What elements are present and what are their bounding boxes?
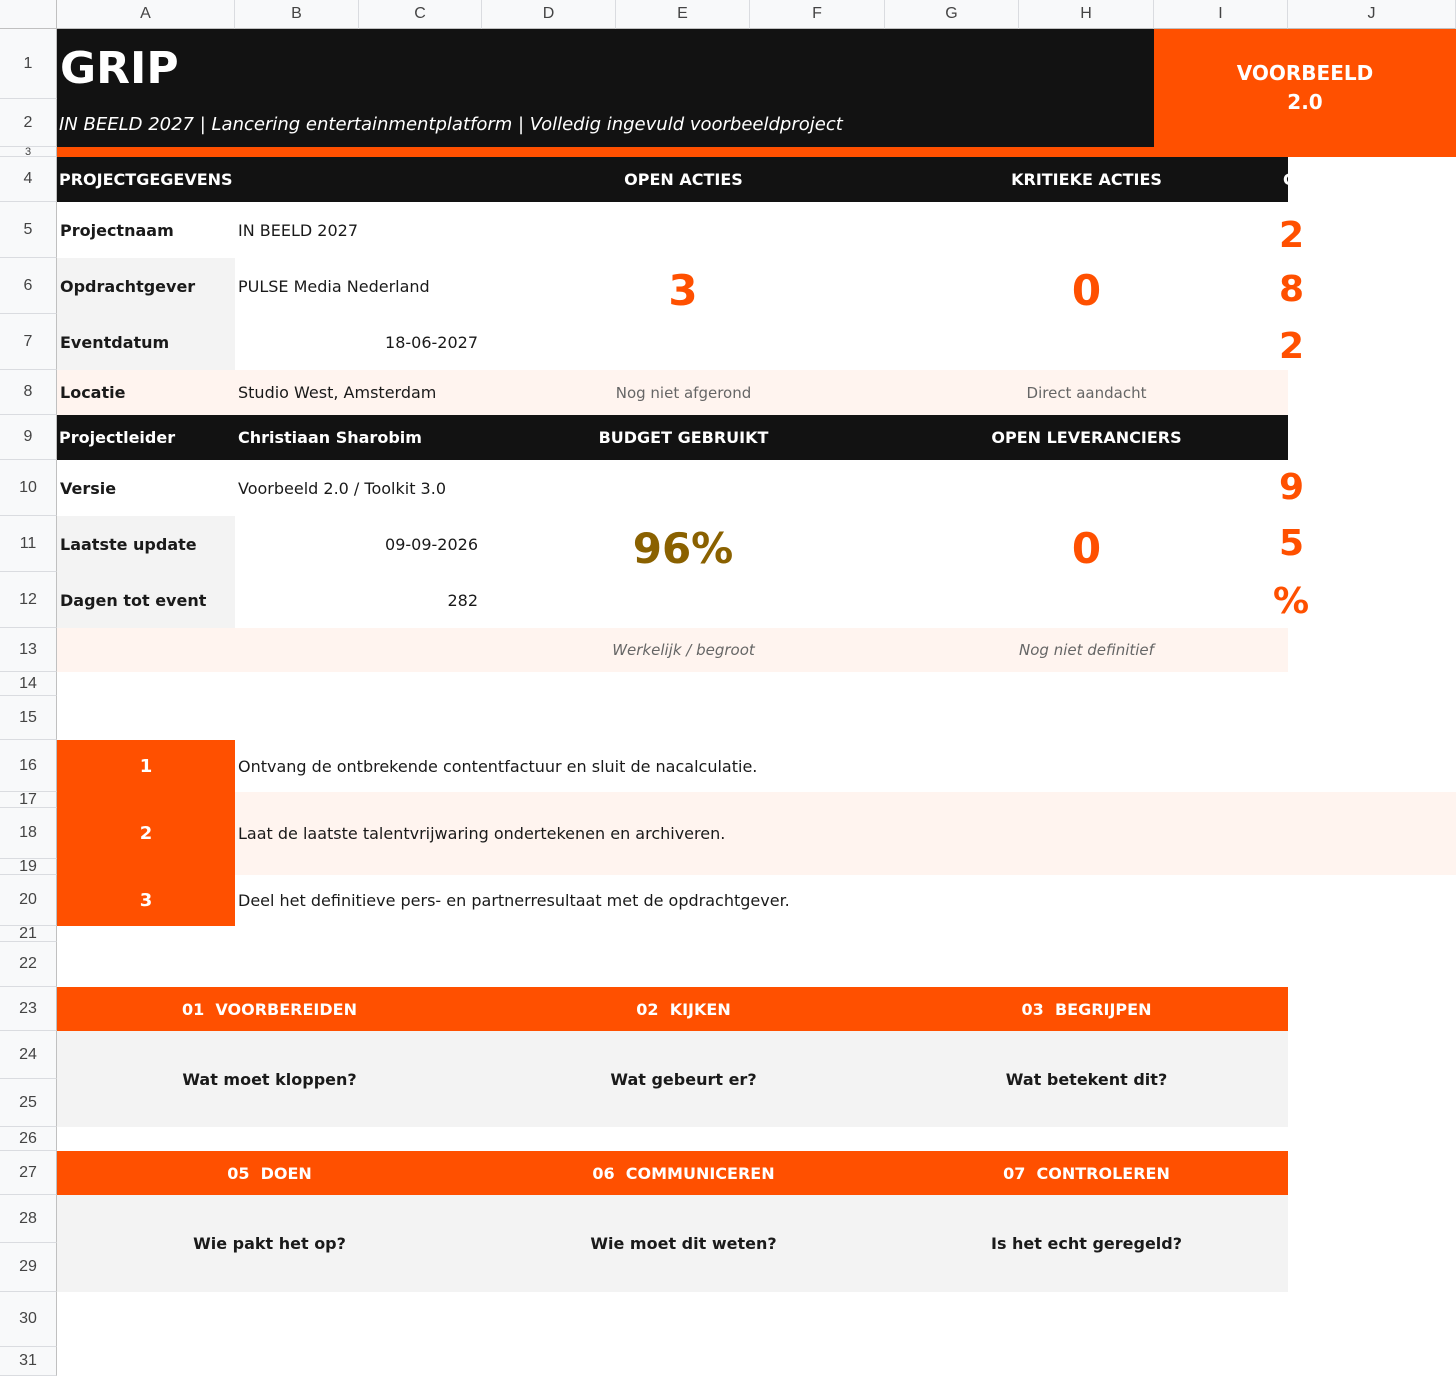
phase-title: 06 COMMUNICEREN <box>592 1163 775 1183</box>
row-header-2[interactable]: 2 <box>0 99 57 147</box>
kpi-kritieke-acties-title: KRITIEKE ACTIES <box>1011 170 1162 189</box>
clipped-kpi-glyph: 9 <box>1279 467 1305 508</box>
laatste-update-value[interactable]: 09-09-2026 <box>385 534 478 554</box>
row-header-3[interactable]: 3 <box>0 147 57 157</box>
row-header-31[interactable]: 31 <box>0 1347 57 1376</box>
kpi-kritieke-acties-note: Direct aandacht <box>1026 383 1147 402</box>
row-header-13[interactable]: 13 <box>0 628 57 672</box>
locatie-label: Locatie <box>60 383 126 402</box>
projectleider-label: Projectleider <box>59 428 176 447</box>
action-number: 3 <box>139 890 153 911</box>
row-header-21[interactable]: 21 <box>0 926 57 942</box>
clipped-kpi-column <box>1273 202 1310 642</box>
row-header-14[interactable]: 14 <box>0 672 57 696</box>
row-header-18[interactable]: 18 <box>0 808 57 859</box>
row-header-26[interactable]: 26 <box>0 1127 57 1151</box>
phase-question: Is het echt geregeld? <box>990 1234 1183 1253</box>
row-header-16[interactable]: 16 <box>0 740 57 792</box>
opdrachtgever-label: Opdrachtgever <box>60 276 196 296</box>
clipped-kpi-glyph: 5 <box>1279 523 1305 564</box>
phase-title: 07 CONTROLEREN <box>1003 1163 1170 1183</box>
phase-question: Wat betekent dit? <box>1005 1069 1168 1089</box>
eventdatum-value[interactable]: 18-06-2027 <box>385 332 478 352</box>
row-header-17[interactable]: 17 <box>0 792 57 808</box>
column-header-i[interactable]: I <box>1154 0 1288 29</box>
projectnaam-value[interactable]: IN BEELD 2027 <box>238 220 359 240</box>
phase-question: Wie pakt het op? <box>193 1234 346 1253</box>
row-header-24[interactable]: 24 <box>0 1031 57 1079</box>
action-text[interactable]: Ontvang de ontbrekende contentfactuur en sluit de nacalculatie. <box>238 756 758 776</box>
column-header-f[interactable]: F <box>750 0 885 29</box>
versie-value[interactable]: Voorbeeld 2.0 / Toolkit 3.0 <box>238 478 446 498</box>
row-header-20[interactable]: 20 <box>0 875 57 926</box>
kpi-budget-note: Werkelijk / begroot <box>612 641 755 659</box>
column-header-j[interactable]: J <box>1288 0 1456 29</box>
version-badge-label: VOORBEELD <box>1236 61 1374 85</box>
kpi-budget-title: BUDGET GEBRUIKT <box>598 428 769 447</box>
clipped-kpi-glyph: 8 <box>1279 269 1305 310</box>
row-header-4[interactable]: 4 <box>0 157 57 202</box>
action-text[interactable]: Laat de laatste talentvrijwaring ondertekenen en archiveren. <box>238 824 726 843</box>
kpi-open-acties-note: Nog niet afgerond <box>615 383 752 402</box>
row-header-29[interactable]: 29 <box>0 1243 57 1292</box>
kpi-leveranciers-note: Nog niet definitief <box>1019 641 1154 659</box>
project-section-title: PROJECTGEGEVENS <box>59 170 233 189</box>
kpi-kritieke-acties-value: 0 <box>1071 265 1102 315</box>
phase-title: 03 BEGRIJPEN <box>1021 999 1152 1019</box>
row-header-10[interactable]: 10 <box>0 460 57 516</box>
page-subtitle: IN BEELD 2027 | Lancering entertainmentplatform | Volledig ingevuld voorbeeldproject <box>59 113 843 135</box>
projectleider-value[interactable]: Christiaan Sharobim <box>238 428 422 447</box>
row-header-19[interactable]: 19 <box>0 859 57 875</box>
phase-question: Wat moet kloppen? <box>182 1069 357 1089</box>
phase-title: 05 DOEN <box>227 1163 312 1183</box>
row-header-28[interactable]: 28 <box>0 1195 57 1243</box>
row-header-25[interactable]: 25 <box>0 1079 57 1127</box>
row-header-1[interactable]: 1 <box>0 29 57 99</box>
row-header-15[interactable]: 15 <box>0 696 57 740</box>
column-header-c[interactable]: C <box>359 0 482 29</box>
kpi-clipped-title: C <box>1283 170 1295 189</box>
projectnaam-label: Projectnaam <box>60 220 174 240</box>
row-header-11[interactable]: 11 <box>0 516 57 572</box>
row-header-9[interactable]: 9 <box>0 415 57 460</box>
row-header-7[interactable]: 7 <box>0 314 57 370</box>
accent-divider <box>57 147 1456 157</box>
kpi-open-acties-title: OPEN ACTIES <box>624 170 743 189</box>
locatie-value[interactable]: Studio West, Amsterdam <box>238 383 437 402</box>
clipped-kpi-glyph: 2 <box>1279 215 1305 256</box>
dagen-tot-event-value[interactable]: 282 <box>447 590 478 610</box>
phase-title: 02 KIJKEN <box>636 999 731 1019</box>
column-header-a[interactable]: A <box>57 0 235 29</box>
version-badge-number: 2.0 <box>1287 90 1323 114</box>
kpi-leveranciers-value: 0 <box>1071 523 1102 573</box>
action-number: 1 <box>139 755 153 777</box>
row-header-12[interactable]: 12 <box>0 572 57 628</box>
laatste-update-label: Laatste update <box>60 534 197 554</box>
row-header-6[interactable]: 6 <box>0 258 57 314</box>
row-header-8[interactable]: 8 <box>0 370 57 415</box>
kpi-leveranciers-title: OPEN LEVERANCIERS <box>991 428 1182 447</box>
row-header-27[interactable]: 27 <box>0 1151 57 1195</box>
kpi-open-acties-value: 3 <box>668 265 698 315</box>
phase-question: Wat gebeurt er? <box>610 1069 757 1089</box>
column-header-h[interactable]: H <box>1019 0 1154 29</box>
phase-title: 01 VOORBEREIDEN <box>182 999 357 1019</box>
column-header-b[interactable]: B <box>235 0 359 29</box>
action-text[interactable]: Deel het definitieve pers- en partnerresultaat met de opdrachtgever. <box>238 891 790 910</box>
column-header-d[interactable]: D <box>482 0 616 29</box>
dagen-tot-event-label: Dagen tot event <box>60 590 207 610</box>
clipped-kpi-glyph: % <box>1273 581 1310 622</box>
column-header-e[interactable]: E <box>616 0 750 29</box>
kpi-budget-value: 96% <box>632 523 734 573</box>
column-header-g[interactable]: G <box>885 0 1019 29</box>
phase-question: Wie moet dit weten? <box>590 1234 777 1253</box>
action-number: 2 <box>139 823 153 844</box>
versie-label: Versie <box>60 478 117 498</box>
row-header-5[interactable]: 5 <box>0 202 57 258</box>
row-header-30[interactable]: 30 <box>0 1292 57 1347</box>
select-all-corner[interactable] <box>0 0 57 29</box>
row-header-23[interactable]: 23 <box>0 987 57 1031</box>
opdrachtgever-value[interactable]: PULSE Media Nederland <box>238 276 430 296</box>
version-badge <box>1154 29 1456 147</box>
clipped-kpi-glyph: 2 <box>1279 326 1305 367</box>
row-header-22[interactable]: 22 <box>0 942 57 987</box>
eventdatum-label: Eventdatum <box>60 332 170 352</box>
app-title: GRIP <box>60 42 179 94</box>
